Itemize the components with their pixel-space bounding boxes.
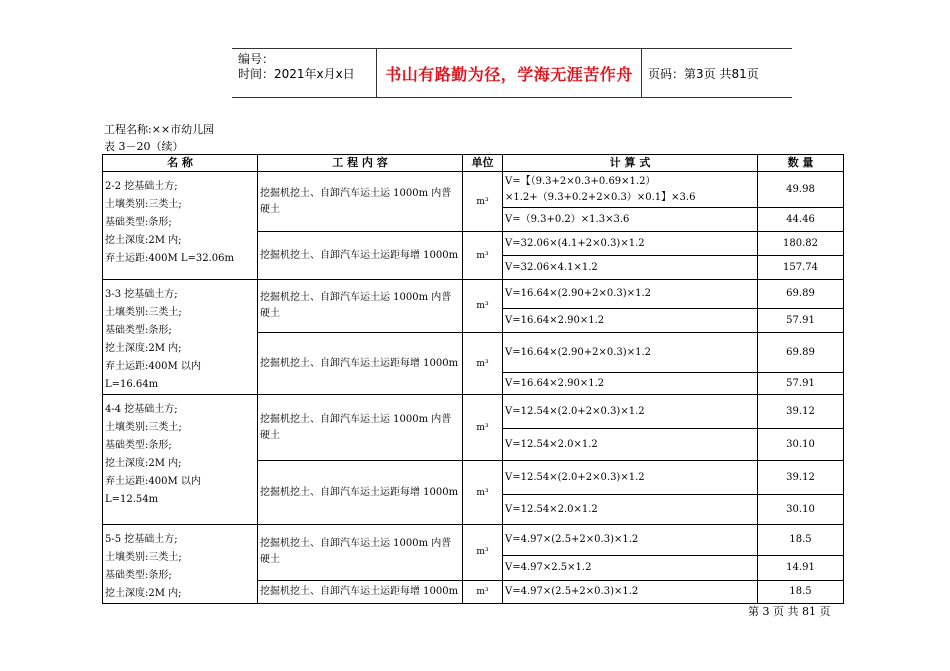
unit-cell: m³ <box>463 280 503 333</box>
unit-cell: m³ <box>463 172 503 232</box>
item-name-line: 土壤类别:三类土; <box>105 307 182 318</box>
item-name-line: 土壤类别:三类土; <box>105 552 182 563</box>
quantity-cell: 180.82 <box>758 232 844 256</box>
item-name-line: 土壤类别:三类土; <box>105 199 182 210</box>
unit-cell: m³ <box>463 333 503 395</box>
quantity-cell: 157.74 <box>758 256 844 280</box>
formula-cell: V=16.64×2.90×1.2 <box>503 373 758 395</box>
quantity-cell: 57.91 <box>758 309 844 333</box>
quantity-cell: 44.46 <box>758 208 844 232</box>
calculation-table <box>102 154 844 604</box>
col-header-formula: 计 算 式 <box>503 155 758 172</box>
item-name-line: 基础类型:条形; <box>105 570 172 581</box>
work-content-cell: 挖掘机挖土、自卸汽车运土运距每增 1000m <box>258 461 463 525</box>
item-name-line: 基础类型:条形; <box>105 217 172 228</box>
formula-cell: V=32.06×4.1×1.2 <box>503 256 758 280</box>
formula-cell: V=16.64×(2.90+2×0.3)×1.2 <box>503 333 758 373</box>
unit-cell: m³ <box>463 580 503 603</box>
formula-cell: V=16.64×(2.90+2×0.3)×1.2 <box>503 280 758 309</box>
document-header <box>232 48 792 98</box>
formula-cell: V=12.54×(2.0+2×0.3)×1.2 <box>503 395 758 429</box>
item-name-cell <box>103 280 258 395</box>
header-meta <box>232 49 376 97</box>
work-content-cell: 挖掘机挖土、自卸汽车运土运距每增 1000m <box>258 580 463 603</box>
quantity-cell: 69.89 <box>758 280 844 309</box>
item-name-line: 弃土运距:400M 以内 L=16.64m <box>105 361 201 390</box>
item-name-line: 3-3 挖基础土方; <box>105 289 178 300</box>
formula-cell: V=12.54×2.0×1.2 <box>503 495 758 525</box>
item-name-cell <box>103 525 258 604</box>
item-name-line: 挖土深度:2M 内; <box>105 343 182 354</box>
item-name-line: 弃土运距:400M 以内 L=12.54m <box>105 476 201 505</box>
table-row <box>103 525 844 556</box>
formula-cell: V=16.64×2.90×1.2 <box>503 309 758 333</box>
table-header-row <box>103 155 844 172</box>
item-name-line: 5-5 挖基础土方; <box>105 534 178 545</box>
unit-cell: m³ <box>463 395 503 461</box>
item-name-line: 基础类型:条形; <box>105 325 172 336</box>
item-name-cell <box>103 172 258 280</box>
page-footer: 第 3 页 共 81 页 <box>748 605 831 618</box>
table-row <box>103 172 844 208</box>
work-content-cell: 挖掘机挖土、自卸汽车运土运 1000m 内普硬土 <box>258 280 463 333</box>
formula-cell: V=12.54×(2.0+2×0.3)×1.2 <box>503 461 758 495</box>
col-header-quantity: 数 量 <box>758 155 844 172</box>
item-name-line: 4-4 挖基础土方; <box>105 404 178 415</box>
item-name-line: 2-2 挖基础土方; <box>105 181 178 192</box>
quantity-cell: 18.5 <box>758 580 844 603</box>
unit-cell: m³ <box>463 461 503 525</box>
col-header-unit: 单位 <box>463 155 503 172</box>
quantity-cell: 39.12 <box>758 395 844 429</box>
formula-cell: V=32.06×(4.1+2×0.3)×1.2 <box>503 232 758 256</box>
table-number: 表 3－20（续） <box>104 140 184 153</box>
header-motto: 书山有路勤为径，学海无涯苦作舟 <box>376 49 642 97</box>
quantity-cell: 49.98 <box>758 172 844 208</box>
item-name-line: 弃土运距:400M L=32.06m <box>105 253 235 264</box>
formula-cell: V=4.97×2.5×1.2 <box>503 555 758 580</box>
formula-cell: V=（9.3+0.2）×1.3×3.6 <box>503 208 758 232</box>
time-label: 时间：2021年x月x日 <box>238 67 355 81</box>
item-name-line: 土壤类别:三类土; <box>105 422 182 433</box>
table-row <box>103 395 844 429</box>
item-name-line: 挖土深度:2M 内; <box>105 588 182 599</box>
unit-cell: m³ <box>463 525 503 581</box>
header-page-label: 页码：第3页 共81页 <box>648 66 759 81</box>
work-content-cell: 挖掘机挖土、自卸汽车运土运 1000m 内普硬土 <box>258 525 463 581</box>
item-name-line: 挖土深度:2M 内; <box>105 458 182 469</box>
number-label: 编号： <box>238 52 275 66</box>
quantity-cell: 30.10 <box>758 495 844 525</box>
item-name-line: 基础类型:条形; <box>105 440 172 451</box>
table-row <box>103 280 844 309</box>
work-content-cell: 挖掘机挖土、自卸汽车运土运 1000m 内普硬土 <box>258 172 463 232</box>
table-body <box>103 172 844 604</box>
project-name: 工程名称:××市幼儿园 <box>104 123 215 136</box>
formula-cell: V=4.97×(2.5+2×0.3)×1.2 <box>503 525 758 556</box>
quantity-cell: 39.12 <box>758 461 844 495</box>
formula-cell: V=4.97×(2.5+2×0.3)×1.2 <box>503 580 758 603</box>
unit-cell: m³ <box>463 232 503 280</box>
quantity-cell: 57.91 <box>758 373 844 395</box>
formula-cell: V=12.54×2.0×1.2 <box>503 429 758 461</box>
work-content-cell: 挖掘机挖土、自卸汽车运土运距每增 1000m <box>258 232 463 280</box>
work-content-cell: 挖掘机挖土、自卸汽车运土运距每增 1000m <box>258 333 463 395</box>
col-header-name: 名 称 <box>103 155 258 172</box>
item-name-cell <box>103 395 258 525</box>
quantity-cell: 14.91 <box>758 555 844 580</box>
formula-cell: V=【（9.3+2×0.3+0.69×1.2）×1.2+（9.3+0.2+2×0.3）×0.1】×3.6 <box>503 172 758 208</box>
quantity-cell: 30.10 <box>758 429 844 461</box>
quantity-cell: 18.5 <box>758 525 844 556</box>
quantity-cell: 69.89 <box>758 333 844 373</box>
item-name-line: 挖土深度:2M 内; <box>105 235 182 246</box>
col-header-content: 工 程 内 容 <box>258 155 463 172</box>
work-content-cell: 挖掘机挖土、自卸汽车运土运 1000m 内普硬土 <box>258 395 463 461</box>
